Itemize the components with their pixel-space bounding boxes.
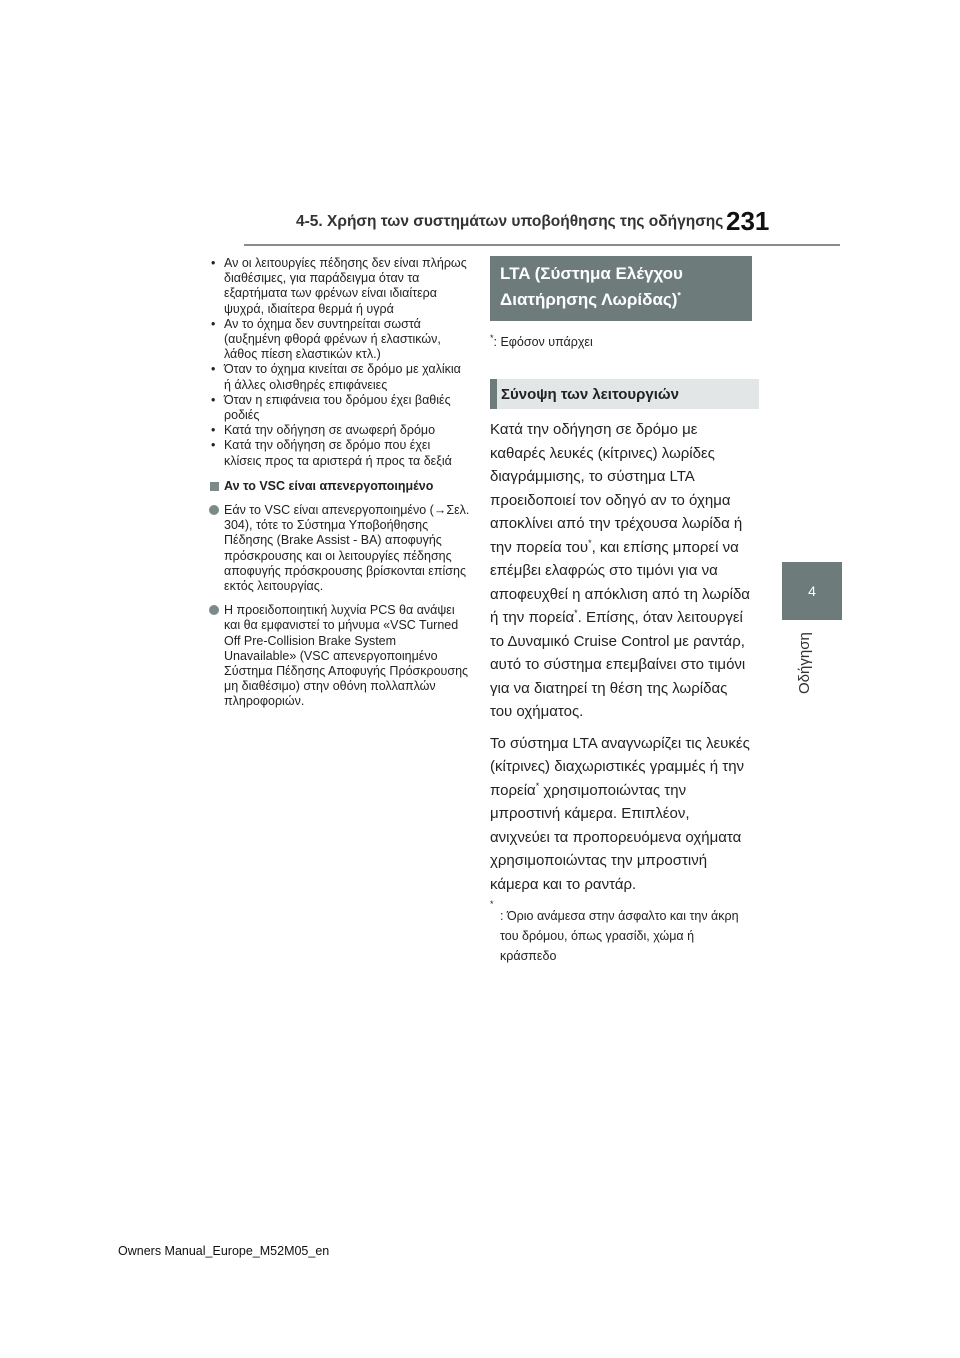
paragraph-text: . Επίσης, όταν λειτουργεί το Δυναμικό Cruise Control με ραντάρ, αυτό το σύστημα επεμβαίνει στο τιμόνι για να διατηρεί τη θέση της λωρίδας του οχήματος.	[490, 609, 746, 720]
manual-footer: Owners Manual_Europe_M52M05_en	[118, 1244, 330, 1258]
section-header-title: 4-5. Χρήση των συστημάτων υποβοήθησης της οδήγησης	[296, 213, 724, 230]
vsc-note-2-text: Η προειδοποιητική λυχνία PCS θα ανάψει και θα εμφανιστεί το μήνυμα «VSC Turned Off Pre-Collision Brake System Unavailable» (VSC απενεργοποιημένο Σύστημα Πέδησης Αποφυγής Πρόσκρουσης μη διαθέσιμο) στην οθόνη πολλαπλών πληροφοριών.	[224, 603, 469, 709]
paragraph-text: Το σύστημα LTA αναγνωρίζει τις λευκές (κίτρινες) διαχωριστικές γραμμές ή την πορεία	[490, 734, 750, 799]
vsc-note-1-text: Εάν το VSC είναι απενεργοποιημένο (→Σελ. 304), τότε το Σύστημα Υποβοήθησης Πέδησης (Brake Assist - BA) αποφυγής πρόσκρουσης και οι λειτουργίες πέδησης αποφυγής πρόσκρουσης βρίσκονται επίσης εκτός λειτουργίας.	[224, 503, 470, 594]
availability-footnote-text: : Εφόσον υπάρχει	[493, 335, 593, 349]
vsc-heading	[208, 479, 470, 494]
overview-subsection-heading	[490, 379, 759, 409]
chapter-tab[interactable]	[782, 562, 842, 620]
list-item-text: Κατά την οδήγηση σε ανωφερή δρόμο	[224, 423, 436, 438]
left-column	[208, 256, 470, 710]
list-item-text: Αν οι λειτουργίες πέδησης δεν είναι πλήρως διαθέσιμες, για παράδειγμα όταν τα εξαρτήματα των φρένων είναι ιδιαίτερα ψυχρά, ιδιαίτερα θερμά ή υγρά	[224, 256, 467, 316]
list-item-text: Αν το όχημα δεν συντηρείται σωστά (αυξημένη φθορά φρένων ή ελαστικών, λάθος πίεση ελαστικών κτλ.)	[224, 316, 441, 362]
chapter-label: Οδήγηση	[796, 632, 813, 694]
footnote-marker: *	[535, 780, 540, 791]
vsc-note-1	[208, 503, 470, 594]
list-item: • Όταν το όχημα κινείται σε δρόμο με χαλίκια ή άλλες ολισθηρές επιφάνειες	[211, 362, 461, 392]
list-item: • Κατά την οδήγηση σε δρόμο που έχει κλίσεις προς τα αριστερά ή προς τα δεξιά	[211, 438, 452, 468]
page-number: 231	[726, 206, 770, 236]
overview-paragraph-2	[490, 732, 752, 897]
list-item: • Αν οι λειτουργίες πέδησης δεν είναι πλήρως διαθέσιμες, για παράδειγμα όταν τα εξαρτήματα των φρένων είναι ιδιαίτερα ψυχρά, ιδιαίτερα θερμά ή υγρά	[211, 256, 467, 316]
paragraph-text: χρησιμοποιώντας την μπροστινή κάμερα. Επιπλέον, ανιχνεύει τα προπορευόμενα οχήματα χρησιμοποιώντας την μπροστινή κάμερα και το ραντάρ.	[490, 781, 742, 893]
footnote-marker: *	[574, 608, 578, 618]
overview-paragraph-1	[490, 418, 752, 724]
footnote-marker: *	[588, 537, 592, 548]
square-bullet-icon	[210, 482, 219, 491]
conditions-list	[208, 256, 470, 469]
header-divider	[244, 244, 840, 246]
availability-footnote	[490, 332, 752, 349]
list-item: • Κατά την οδήγηση σε ανωφερή δρόμο	[211, 423, 436, 438]
lta-heading-text: LTA (Σύστημα Ελέγχου Διατήρησης Λωρίδας)	[500, 264, 683, 309]
circle-bullet-icon	[209, 605, 219, 615]
footnote-marker: *	[677, 290, 681, 301]
list-item-text: Όταν η επιφάνεια του δρόμου έχει βαθιές ροδιές	[224, 392, 451, 423]
course-footnote: * : Όριο ανάμεσα στην άσφαλτο και την άκρη του δρόμου, όπως γρασίδι, χώμα ή κράσπεδο	[490, 899, 739, 963]
circle-bullet-icon	[209, 505, 219, 515]
vsc-note-2	[208, 603, 470, 709]
list-item-text: Όταν το όχημα κινείται σε δρόμο με χαλίκια ή άλλες ολισθηρές επιφάνειες	[224, 362, 461, 392]
list-item: • Αν το όχημα δεν συντηρείται σωστά (αυξημένη φθορά φρένων ή ελαστικών, λάθος πίεση ελαστικών κτλ.)	[211, 316, 441, 362]
course-footnote-text: : Όριο ανάμεσα στην άσφαλτο και την άκρη του δρόμου, όπως γρασίδι, χώμα ή κράσπεδο	[500, 909, 739, 963]
overview-heading-text: Σύνοψη των λειτουργιών	[501, 385, 679, 403]
vsc-heading-text: Αν το VSC είναι απενεργοποιημένο	[224, 478, 434, 493]
chapter-number: 4	[808, 583, 816, 599]
paragraph-text: Κατά την οδήγηση σε δρόμο με καθαρές λευκές (κίτρινες) λωρίδες διαγράμμισης, το σύστημα LTA προειδοποιεί τον οδηγό αν το όχημα αποκλίνει από την τρέχουσα λωρίδα ή την πορεία του	[490, 421, 743, 556]
lta-section-heading	[490, 256, 752, 321]
footnote-marker: *	[490, 332, 494, 343]
list-item-text: Κατά την οδήγηση σε δρόμο που έχει κλίσεις προς τα αριστερά ή προς τα δεξιά	[224, 438, 452, 468]
paragraph-text: , και επίσης μπορεί να επέμβει ελαφρώς στο τιμόνι για να αποφευχθεί η απόκλιση από τη λωρίδα ή την πορεία	[490, 538, 750, 626]
right-column	[490, 256, 752, 966]
list-item: • Όταν η επιφάνεια του δρόμου έχει βαθιές ροδιές	[211, 392, 451, 423]
